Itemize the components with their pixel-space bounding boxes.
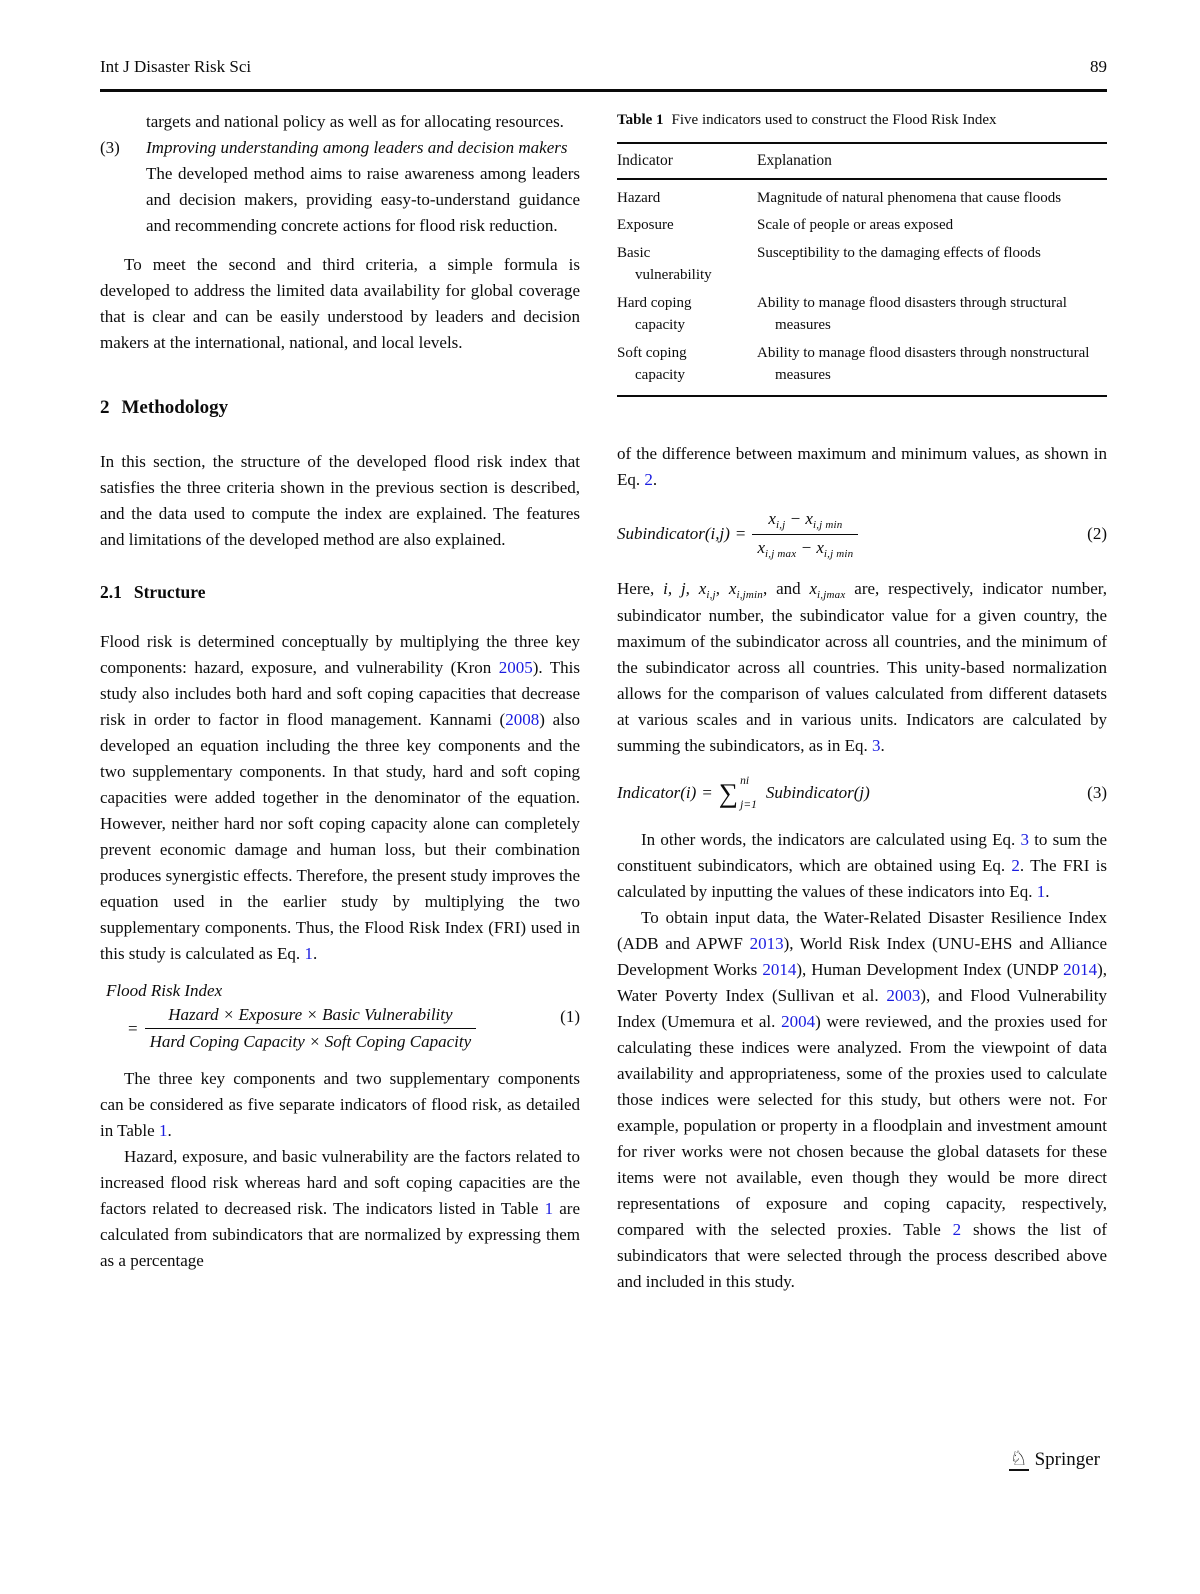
table-row-soft-coping [617,342,1107,387]
paragraph-in-other-words: In other words, the indicators are calculated using Eq. 3 to sum the constituent subindicators, which are obtained using Eq. 2. The FRI is calculated by inputting the values of these indicators into Eq. 1. [617,830,1107,902]
journal-title: Int J Disaster Risk Sci [100,57,252,76]
citation-link[interactable]: 2004 [781,1012,816,1032]
equation-2-denominator: $x_{i,j max} - x_{i,j min}$ [757,537,854,560]
table-cell-explanation: Ability to manage flood disasters through structural measures [757,294,1067,333]
citation-link[interactable]: 2003 [886,986,921,1006]
summation-limits [740,775,757,811]
table-cell-indicator: Soft coping capacity [617,344,687,383]
equals-sign: = [735,524,746,543]
left-column [100,109,580,1295]
table-cell-indicator: Exposure [617,217,674,233]
table-cell-explanation: Susceptibility to the damaging effects of floods [757,244,1041,261]
springer-logo [1009,1448,1100,1471]
page-number: 89 [1090,57,1107,76]
equation-2-number: (2) [1087,524,1107,543]
publisher-name: Springer [1034,1448,1100,1470]
paragraph-flood-risk-structure: Flood risk is determined conceptually by multiplying the three key components: hazard, exposure, and vulnerability (Kron 2005). This study also includes both hard and soft coping capacities that decrease risk in order to factor in flood management. Kannami (2008) also developed an equation including the three key components and the two supplementary components. In that study, hard and soft coping capacities were added together in the denominator of the equation. However, neither hard nor soft coping capacity alone can completely prevent economic damage and human loss, but their combination produces synergistic effects. Therefore, the present study improves the equation used in the earlier study by multiplying the two supplementary components. Thus, the Flood Risk Index (FRI) used in this study is calculated as Eq. 1. [100,632,580,963]
citation-link[interactable]: 1 [1036,882,1046,902]
citation-link[interactable]: 3 [1020,830,1029,850]
citation-link[interactable]: 2 [644,469,653,489]
table-cell-explanation: Scale of people or areas exposed [757,217,954,233]
equation-3-number: (3) [1087,783,1107,803]
equation-3 [617,775,1107,811]
subsection-number: 2.1 [100,582,122,602]
paragraph-hazard-exposure: Hazard, exposure, and basic vulnerability are the factors related to increased flood risk whereas hard and soft coping capacities are the factors related to decreased risk. The indicators listed in Table 1 are calculated from subindicators that are normalized by expressing them as a percentage [100,1147,580,1270]
table-row-basic-vulnerability [617,242,1107,287]
table-row-exposure [617,214,1107,237]
table-cell-indicator: Hazard [617,189,661,206]
equation-3-rhs: Subindicator(j) [765,783,870,803]
equation-1 [100,981,580,1052]
list-item-3-body: The developed method aims to raise awareness among leaders and decision makers, providing easy-to-understand guidance and recommending concrete actions for flood risk reduction. [146,164,580,235]
table-1-header-explanation: Explanation [757,151,832,169]
equation-3-lhs: Indicator(i) [617,783,697,803]
equation-1-fraction [145,1005,477,1052]
list-item-3-content [146,135,580,239]
equation-2 [617,509,1107,560]
table-cell-explanation: Magnitude of natural phenomena that cause floods [757,189,1062,206]
paragraph-here-variables: Here, i, j, $x_{i,j}$, $x_{i,jmin}$, and $x_{i,jmax}$ are, respectively, indicator number, subindicator number, the subindicator value for a given country, the maximum of the subindicator across all countries, and the minimum of the subindicator across all countries. This unity-based normalization allows for the comparison of values calculated from different datasets at various scales and in various units. Indicators are calculated by summing the subindicators, as in Eq. 3. [617,578,1108,756]
citation-link[interactable]: 2 [1011,856,1020,876]
equals-sign: = [128,1018,138,1038]
subsection-heading-structure [100,582,580,603]
table-cell-explanation: Ability to manage flood disasters through nonstructural measures [757,344,1090,383]
list-item-3-title: Improving understanding among leaders and decision makers [146,138,568,157]
paragraph-five-indicators: The three key components and two supplementary components can be considered as five separate indicators of flood risk, as detailed in Table 1. [100,1069,580,1140]
citation-link[interactable]: 2 [952,1220,962,1240]
equation-1-numerator: Hazard × Exposure × Basic Vulnerability [145,1005,477,1029]
table-row-hazard [617,187,1107,210]
equation-1-label: Flood Risk Index [106,981,223,1000]
summation-lower-limit: j=1 [740,798,757,811]
table-1 [617,109,1107,397]
citation-link[interactable]: 2005 [498,658,533,677]
table-1-caption-label: Table 1 [617,112,664,128]
equation-2-fraction [752,509,858,560]
summation-upper-limit: ni [740,775,750,788]
citation-link[interactable]: 2008 [505,710,540,729]
equation-1-denominator: Hard Coping Capacity × Soft Coping Capacity [149,1032,472,1051]
citation-link[interactable]: 3 [871,736,881,756]
equation-1-number: (1) [560,1007,580,1027]
table-1-body [617,180,1107,395]
citation-link[interactable]: 1 [544,1199,554,1218]
citation-link[interactable]: 1 [304,944,313,963]
subsection-title: Structure [133,582,206,602]
citation-link[interactable]: 2013 [749,934,784,954]
equals-sign: = [702,783,712,803]
equation-1-body [122,1005,580,1052]
citation-link[interactable]: 2014 [1063,960,1098,980]
summation-icon: ∑ [718,777,739,808]
page-header [100,0,1107,77]
list-continuation-text: targets and national policy as well as for allocating resources. [146,112,564,131]
table-row-hard-coping [617,292,1107,337]
paragraph-to-obtain-input: To obtain input data, the Water-Related Disaster Resilience Index (ADB and APWF 2013), World Risk Index (UNU-EHS and Alliance Development Works 2014), Human Development Index (UNDP 2014), Water Poverty Index (Sullivan et al. 2003), and Flood Vulnerability Index (Umemura et al. 2004) were reviewed, and the proxies used for calculating these indices were analyzed. From the viewpoint of data availability and appropriateness, some of the proxies used to calculate those indices were selected for this study, but others were not. For example, population or property in a floodplain and investment amount for river works were not chosen because the global datasets for these items were not available, even though they would be more direct representations of exposure and coping capacity, respectively, compared with the selected proxies. Table 2 shows the list of subindicators that were selected through the process described above and included in this study. [617,908,1108,1292]
right-column [617,109,1107,1295]
paragraph-simple-formula: To meet the second and third criteria, a simple formula is developed to address the limited data availability for global coverage that is clear and can be easily understood by leaders and decision makers at the international, national, and local levels. [100,255,580,352]
equation-2-lhs: Subindicator(i,j) [617,524,730,543]
paragraph-methodology-intro: In this section, the structure of the developed flood risk index that satisfies the three criteria shown in the previous section is described, and the data used to compute the index are explained. The features and limitations of the developed method are also explained. [100,452,580,549]
table-1-header-row [617,144,1107,178]
table-1-caption [617,109,1107,132]
header-rule [100,89,1107,92]
section-number: 2 [100,397,110,418]
table-cell-indicator: Hard coping capacity [617,294,692,333]
table-cell-indicator: Basic vulnerability [617,244,712,283]
paragraph-difference: of the difference between maximum and minimum values, as shown in Eq. 2. [617,443,1107,489]
equation-2-numerator: $x_{i,j} - x_{i,j min}$ [752,509,858,535]
citation-link[interactable]: 2014 [762,960,797,980]
two-column-body [100,109,1107,1295]
springer-knight-icon: ♘ [1009,1446,1028,1470]
section-title: Methodology [121,397,229,418]
list-item-3 [100,135,580,239]
table-1-caption-text: Five indicators used to construct the Flood Risk Index [671,112,997,128]
list-item-3-marker: (3) [100,138,120,157]
citation-link[interactable]: 1 [158,1121,168,1140]
section-heading-methodology [100,397,580,419]
table-1-header-indicator: Indicator [617,151,673,169]
table-rule-bottom [617,395,1107,397]
